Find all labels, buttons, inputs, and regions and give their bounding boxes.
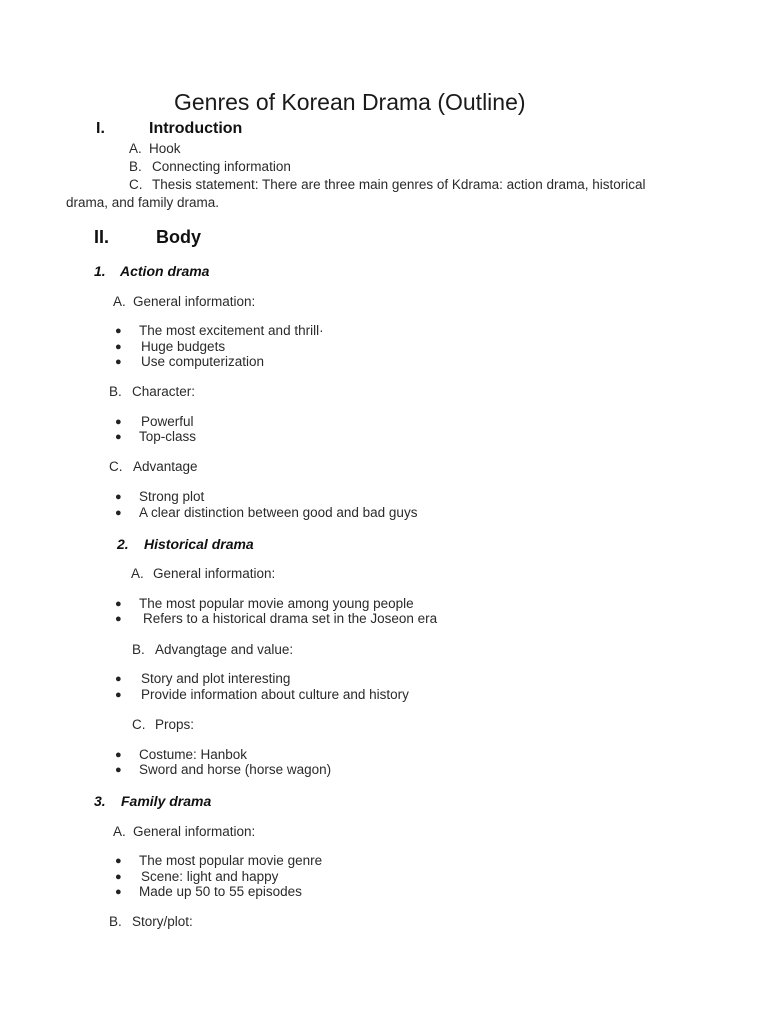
list-item: Made up 50 to 55 episodes bbox=[139, 884, 302, 899]
historical-advantage-label: Advangtage and value: bbox=[155, 642, 294, 657]
action-letter-c: C. bbox=[109, 459, 123, 474]
list-item: Provide information about culture and history bbox=[141, 687, 409, 702]
bullet-icon: ● bbox=[115, 431, 122, 443]
list-item: Huge budgets bbox=[141, 339, 226, 354]
section-numeral-body: II. bbox=[94, 227, 110, 247]
list-item: Top-class bbox=[139, 429, 197, 444]
bullet-icon: ● bbox=[115, 598, 122, 610]
section-heading-introduction: Introduction bbox=[149, 120, 243, 137]
intro-letter-c: C. bbox=[129, 177, 143, 192]
historical-props-label: Props: bbox=[155, 717, 195, 732]
section-numeral-intro: I. bbox=[96, 120, 105, 137]
list-item: Sword and horse (horse wagon) bbox=[139, 762, 332, 777]
bullet-icon: ● bbox=[115, 491, 122, 503]
action-character-label: Character: bbox=[132, 384, 196, 399]
bullet-icon: ● bbox=[115, 613, 122, 625]
historical-letter-b: B. bbox=[132, 642, 145, 657]
bullet-icon: ● bbox=[115, 764, 122, 776]
family-letter-b: B. bbox=[109, 914, 122, 929]
bullet-icon: ● bbox=[115, 507, 122, 519]
page-title: Genres of Korean Drama (Outline) bbox=[174, 89, 526, 115]
intro-item-connecting: Connecting information bbox=[152, 159, 291, 174]
bullet-icon: ● bbox=[115, 749, 122, 761]
subsection-number-action: 1. bbox=[94, 263, 106, 279]
list-item: Story and plot interesting bbox=[141, 671, 291, 686]
historical-general-label: General information: bbox=[153, 566, 276, 581]
family-letter-a: A. bbox=[113, 824, 126, 839]
bullet-icon: ● bbox=[115, 871, 122, 883]
intro-item-thesis-continuation: drama, and family drama. bbox=[66, 195, 220, 210]
bullet-icon: ● bbox=[115, 886, 122, 898]
subsection-number-historical: 2. bbox=[117, 536, 129, 552]
intro-item-thesis: Thesis statement: There are three main genres of Kdrama: action drama, historical bbox=[152, 177, 646, 192]
family-general-label: General information: bbox=[133, 824, 256, 839]
intro-item-hook: Hook bbox=[149, 141, 181, 156]
subsection-title-family-drama: Family drama bbox=[121, 793, 212, 809]
historical-letter-a: A. bbox=[131, 566, 144, 581]
list-item: Use computerization bbox=[141, 354, 265, 369]
bullet-icon: ● bbox=[115, 673, 122, 685]
subsection-title-historical-drama: Historical drama bbox=[144, 536, 254, 552]
list-item: The most excitement and thrill· bbox=[139, 323, 324, 338]
action-letter-a: A. bbox=[113, 294, 126, 309]
list-item: Costume: Hanbok bbox=[139, 747, 248, 762]
list-item: Strong plot bbox=[139, 489, 205, 504]
bullet-icon: ● bbox=[115, 356, 122, 368]
bullet-icon: ● bbox=[115, 416, 122, 428]
list-item: The most popular movie genre bbox=[139, 853, 323, 868]
action-letter-b: B. bbox=[109, 384, 122, 399]
list-item: Refers to a historical drama set in the Joseon era bbox=[143, 611, 438, 626]
list-item: The most popular movie among young people bbox=[139, 596, 414, 611]
action-advantage-label: Advantage bbox=[133, 459, 198, 474]
family-story-label: Story/plot: bbox=[132, 914, 193, 929]
historical-letter-c: C. bbox=[132, 717, 146, 732]
list-item: Powerful bbox=[141, 414, 194, 429]
subsection-number-family: 3. bbox=[94, 793, 106, 809]
action-general-label: General information: bbox=[133, 294, 256, 309]
bullet-icon: ● bbox=[115, 689, 122, 701]
subsection-title-action-drama: Action drama bbox=[120, 263, 210, 279]
list-item: Scene: light and happy bbox=[141, 869, 279, 884]
intro-letter-a: A. bbox=[129, 141, 142, 156]
bullet-icon: ● bbox=[115, 855, 122, 867]
section-heading-body: Body bbox=[156, 227, 201, 247]
bullet-icon: ● bbox=[115, 325, 122, 337]
bullet-icon: ● bbox=[115, 341, 122, 353]
list-item: A clear distinction between good and bad guys bbox=[139, 505, 418, 520]
intro-letter-b: B. bbox=[129, 159, 142, 174]
